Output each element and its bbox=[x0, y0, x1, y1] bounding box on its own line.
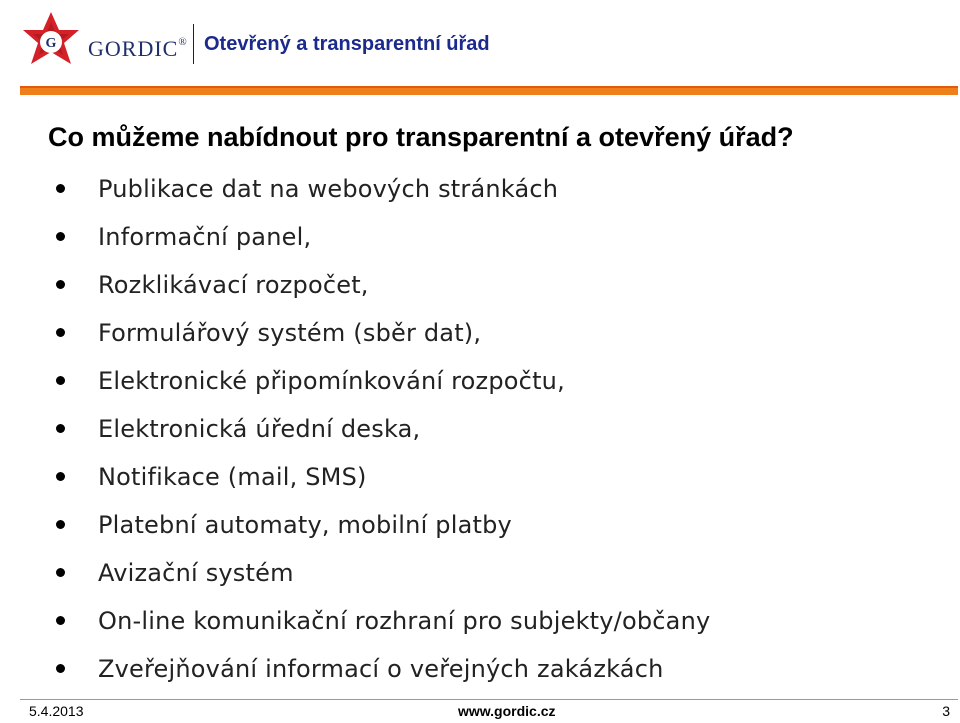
bullet-text: Formulářový systém (sběr dat), bbox=[98, 319, 482, 347]
bullet-text: Rozklikávací rozpočet, bbox=[98, 271, 369, 299]
bullet-dot bbox=[56, 424, 65, 433]
footer-date: 5.4.2013 bbox=[29, 703, 84, 719]
bullet-text: Zveřejňování informací o veřejných zakázkách bbox=[98, 655, 664, 683]
logo-wordmark: GORDIC® bbox=[88, 36, 188, 61]
bullet-dot bbox=[56, 472, 65, 481]
gordic-logo-icon bbox=[20, 10, 82, 76]
bullet-text: On-line komunikační rozhraní pro subjekty/občany bbox=[98, 607, 711, 635]
svg-text:G: G bbox=[45, 36, 57, 51]
bullet-text: Platební automaty, mobilní platby bbox=[98, 511, 512, 539]
bullet-dot bbox=[56, 568, 65, 577]
bullet-text: Avizační systém bbox=[98, 559, 294, 587]
slide-title: Co můžeme nabídnout pro transparentní a otevřený úřad? bbox=[48, 122, 794, 152]
bullet-dot bbox=[56, 520, 65, 529]
bullet-text: Elektronická úřední deska, bbox=[98, 415, 421, 443]
bullet-text: Elektronické připomínkování rozpočtu, bbox=[98, 367, 565, 395]
footer-divider bbox=[20, 699, 958, 700]
bullet-text: Notifikace (mail, SMS) bbox=[98, 463, 367, 491]
bullet-dot bbox=[56, 328, 65, 337]
bullet-text: Publikace dat na webových stránkách bbox=[98, 175, 559, 203]
bullet-text: Informační panel, bbox=[98, 223, 312, 251]
gordic-logo bbox=[18, 8, 198, 78]
bullet-dot bbox=[56, 232, 65, 241]
bullet-dot bbox=[56, 664, 65, 673]
bullet-dot bbox=[56, 616, 65, 625]
bullet-dot bbox=[56, 280, 65, 289]
header-title: Otevřený a transparentní úřad bbox=[204, 33, 490, 55]
footer-website: www.gordic.cz bbox=[458, 703, 556, 719]
bullet-dot bbox=[56, 376, 65, 385]
footer-page-number: 3 bbox=[942, 703, 950, 719]
header-divider bbox=[193, 24, 194, 64]
header-accent-bar bbox=[20, 88, 958, 95]
bullet-dot bbox=[56, 184, 65, 193]
